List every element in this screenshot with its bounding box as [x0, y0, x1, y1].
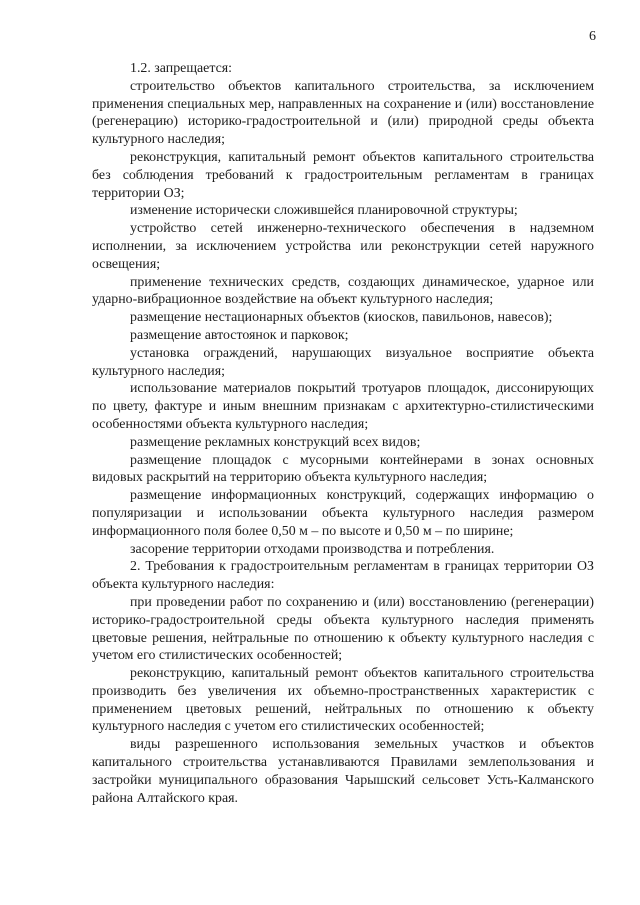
- paragraph: установка ограждений, нарушающих визуальное восприятие объекта культурного наследия;: [92, 345, 594, 379]
- paragraph: виды разрешенного использования земельных участков и объектов капитального строительства устанавливаются Правилами землепользования и застройки муниципального образования Чарышский сельсовет Усть-Калманского района Алтайского края.: [92, 737, 594, 806]
- paragraph: размещение информационных конструкций, содержащих информацию о популяризации и использовании объекта культурного наследия размером информационного поля более 0,50 м – по высоте и 0,50 м – по ширине;: [92, 488, 594, 539]
- paragraph: изменение исторически сложившейся планировочной структуры;: [130, 203, 518, 219]
- paragraph: строительство объектов капитального строительства, за исключением применения специальных мер, направленных на сохранение и (или) восстановление (регенерацию) историко-градостроительной и (или) природной среды объекта культурного наследия;: [92, 78, 594, 148]
- document-body: [92, 60, 594, 807]
- paragraph: размещение площадок с мусорными контейнерами в зонах основных видовых раскрытий на территорию объекта культурного наследия;: [92, 452, 594, 486]
- paragraph: размещение автостоянок и парковок;: [130, 327, 349, 343]
- paragraph: 2. Требования к градостроительным регламентам в границах территории ОЗ объекта культурного наследия:: [92, 559, 594, 593]
- page-number: 6: [589, 29, 596, 44]
- paragraph: устройство сетей инженерно-технического обеспечения в надземном исполнении, за исключением устройства или реконструкции сетей наружного освещения;: [92, 221, 594, 272]
- paragraph: размещение рекламных конструкций всех видов;: [130, 434, 421, 450]
- paragraph: засорение территории отходами производства и потребления.: [130, 541, 495, 557]
- paragraph: при проведении работ по сохранению и (или) восстановлению (регенерации) историко-градостроительной среды объекта культурного наследия применять цветовые решения, нейтральные по отношению к объекту культурного наследия с учетом его стилистических особенностей;: [92, 594, 594, 664]
- paragraph: реконструкция, капитальный ремонт объектов капитального строительства без соблюдения требований к градостроительным регламентам в границах территории ОЗ;: [92, 149, 594, 201]
- paragraph: реконструкцию, капитальный ремонт объектов капитального строительства производить без увеличения их объемно-пространственных характеристик с применением цветовых решений, нейтральных по отношению к объекту культурного наследия с учетом его стилистических особенностей;: [92, 666, 594, 735]
- paragraph: размещение нестационарных объектов (киосков, павильонов, навесов);: [130, 310, 553, 326]
- paragraph: 1.2. запрещается:: [130, 61, 233, 76]
- paragraph: использование материалов покрытий тротуаров площадок, диссонирующих по цвету, фактуре и иным внешним признакам с архитектурно-стилистическими особенностями объекта культурного наследия;: [92, 381, 594, 432]
- paragraph: применение технических средств, создающих динамическое, ударное или ударно-вибрационное воздействие на объект культурного наследия;: [92, 274, 594, 308]
